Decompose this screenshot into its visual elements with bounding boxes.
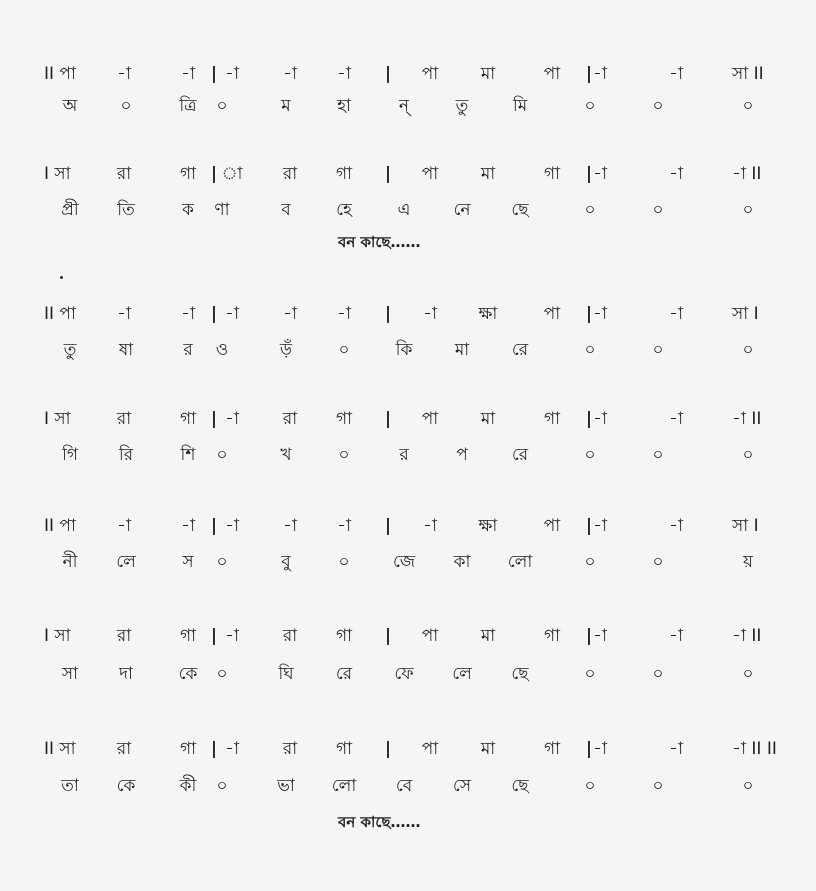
lyric-syllable: রে xyxy=(335,664,353,684)
swara-note: -া xyxy=(669,164,683,184)
swara-note: সা I xyxy=(732,304,759,324)
lyric-syllable: ০ xyxy=(742,340,754,360)
swara-note: রা xyxy=(116,409,132,429)
lyric-syllable: ০ xyxy=(652,445,664,465)
lyric-syllable: ও xyxy=(215,340,229,360)
lyric-syllable: ০ xyxy=(216,96,228,116)
swara-note: গা xyxy=(335,409,353,429)
bar-line: | xyxy=(210,626,218,646)
bar-line: | xyxy=(210,164,218,184)
bar-line: | xyxy=(585,739,593,759)
bar-line: | xyxy=(384,64,392,84)
swara-note: সা II xyxy=(732,64,764,84)
lyric-syllable: ক xyxy=(182,200,194,220)
refrain-note: বন কাছে…… xyxy=(338,233,421,251)
swara-note: -া xyxy=(669,626,683,646)
lyric-syllable: ম xyxy=(281,96,291,116)
lyric-syllable: মা xyxy=(454,340,470,360)
lyric-syllable: ০ xyxy=(652,776,664,796)
swara-note: মা xyxy=(480,409,496,429)
lyric-syllable: ০ xyxy=(216,776,228,796)
swara-note: -া xyxy=(225,304,239,324)
swara-note: -া xyxy=(225,409,239,429)
swara-row xyxy=(0,405,816,433)
lyric-syllable: লে xyxy=(452,664,472,684)
swara-note: গা xyxy=(335,164,353,184)
swara-note: -া xyxy=(117,516,131,536)
lyric-syllable: দা xyxy=(119,664,133,684)
lyric-syllable: কা xyxy=(453,552,471,572)
lyric-row xyxy=(0,441,816,469)
swara-note: -া xyxy=(225,64,239,84)
swara-note: -া xyxy=(181,64,195,84)
swara-note: গা xyxy=(179,409,197,429)
lyric-row xyxy=(0,660,816,688)
swara-note: I সা xyxy=(44,409,71,429)
lyric-syllable: ০ xyxy=(584,96,596,116)
lyric-syllable: ০ xyxy=(742,664,754,684)
lyric-syllable: ০ xyxy=(338,552,350,572)
bar-line: | xyxy=(585,626,593,646)
swara-note: া xyxy=(221,164,243,184)
swara-note: -া xyxy=(283,64,297,84)
bar-line: | xyxy=(384,626,392,646)
lyric-syllable: ০ xyxy=(584,200,596,220)
swara-note: -া xyxy=(117,304,131,324)
lyric-syllable: লো xyxy=(331,776,357,796)
lyric-syllable: হা xyxy=(337,96,351,116)
swara-note: -া xyxy=(669,64,683,84)
bar-line: | xyxy=(585,64,593,84)
swara-note: রা xyxy=(116,739,132,759)
swara-note: সা I xyxy=(732,516,759,536)
swara-note: গা xyxy=(543,164,561,184)
lyric-syllable: ঘি xyxy=(278,664,294,684)
swara-note: মা xyxy=(480,164,496,184)
lyric-syllable: সে xyxy=(452,776,472,796)
swara-note: -া xyxy=(181,516,195,536)
swara-note: -া xyxy=(117,64,131,84)
lyric-syllable: কে xyxy=(178,664,198,684)
swara-note: পা xyxy=(543,516,561,536)
lyric-syllable: স xyxy=(182,552,194,572)
lyric-syllable: বু xyxy=(281,552,291,572)
swara-note: I সা xyxy=(44,164,71,184)
swara-row xyxy=(0,300,816,328)
bar-line: | xyxy=(384,304,392,324)
lyric-syllable: ব xyxy=(281,200,291,220)
bar-line: | xyxy=(210,409,218,429)
refrain-note: বন কাছে…… xyxy=(338,813,421,831)
lyric-syllable: ০ xyxy=(584,445,596,465)
swara-note: গা xyxy=(543,409,561,429)
lyric-syllable: নী xyxy=(62,552,78,572)
swara-note: মা xyxy=(480,64,496,84)
lyric-syllable: ০ xyxy=(652,200,664,220)
swara-note: মা xyxy=(480,626,496,646)
bar-line: | xyxy=(384,739,392,759)
bar-line: | xyxy=(210,739,218,759)
lyric-row xyxy=(0,336,816,364)
lyric-syllable: ০ xyxy=(584,776,596,796)
swara-note: -া II xyxy=(732,164,762,184)
lyric-syllable: ০ xyxy=(216,664,228,684)
swara-note: I সা xyxy=(44,626,71,646)
swara-row xyxy=(0,160,816,188)
swara-note: পা xyxy=(543,64,561,84)
lyric-row xyxy=(0,92,816,120)
swara-note: -া xyxy=(593,304,607,324)
bar-line: | xyxy=(585,516,593,536)
lyric-syllable: শি xyxy=(180,445,196,465)
swara-note: পা xyxy=(421,626,439,646)
lyric-syllable: ছে xyxy=(511,776,529,796)
lyric-syllable: জে xyxy=(392,552,416,572)
lyric-row xyxy=(0,548,816,576)
lyric-syllable: ০ xyxy=(742,200,754,220)
lyric-syllable: লে xyxy=(116,552,136,572)
swara-note: গা xyxy=(543,739,561,759)
swara-note: রা xyxy=(116,626,132,646)
swara-note: -া xyxy=(283,304,297,324)
lyric-syllable: ০ xyxy=(584,552,596,572)
swara-note: -া xyxy=(669,409,683,429)
swara-note: মা xyxy=(480,739,496,759)
lyric-syllable: ০ xyxy=(652,552,664,572)
bar-line: | xyxy=(384,164,392,184)
lyric-syllable: র xyxy=(399,445,409,465)
swara-note: -া xyxy=(669,304,683,324)
lyric-syllable: তা xyxy=(61,776,79,796)
lyric-syllable: খ xyxy=(280,445,292,465)
lyric-syllable: ষা xyxy=(118,340,134,360)
swara-note: -া xyxy=(593,516,607,536)
lyric-syllable: ০ xyxy=(652,664,664,684)
swara-note: II পা xyxy=(44,64,76,84)
bar-line: | xyxy=(384,516,392,536)
bar-line: | xyxy=(585,409,593,429)
lyric-syllable: ০ xyxy=(216,445,228,465)
lyric-syllable: ণা xyxy=(214,200,230,220)
lyric-syllable: ০ xyxy=(338,340,350,360)
lyric-syllable: তু xyxy=(63,340,77,360)
lyric-syllable: ড়ঁ xyxy=(279,340,293,360)
swara-note: রা xyxy=(282,409,298,429)
swara-note: -া xyxy=(423,516,437,536)
lyric-syllable: কি xyxy=(395,340,413,360)
swara-note: গা xyxy=(335,739,353,759)
stray-dot xyxy=(60,276,63,279)
swara-note: ক্ষা xyxy=(478,516,498,536)
swara-note: -া xyxy=(337,516,351,536)
lyric-syllable: প্রী xyxy=(61,200,79,220)
lyric-syllable: ০ xyxy=(584,664,596,684)
swara-note: -া xyxy=(225,739,239,759)
swara-note: গা xyxy=(179,739,197,759)
bar-line: | xyxy=(210,516,218,536)
swara-note: -া xyxy=(225,626,239,646)
lyric-syllable: র xyxy=(183,340,193,360)
swara-note: -া xyxy=(593,64,607,84)
lyric-syllable: ত্রি xyxy=(179,96,197,116)
lyric-syllable: ফে xyxy=(394,664,414,684)
swara-note: -া II xyxy=(732,409,762,429)
bar-line: | xyxy=(210,64,218,84)
bar-line: | xyxy=(585,164,593,184)
lyric-syllable: হে xyxy=(336,200,352,220)
lyric-syllable: বে xyxy=(395,776,413,796)
swara-note: -া II II xyxy=(732,739,777,759)
lyric-row xyxy=(0,772,816,800)
lyric-syllable: নে xyxy=(453,200,471,220)
lyric-syllable: ন্ xyxy=(398,96,410,116)
swara-note: -া xyxy=(181,304,195,324)
swara-note: পা xyxy=(421,64,439,84)
swara-note: II পা xyxy=(44,304,76,324)
bar-line: | xyxy=(585,304,593,324)
swara-note: -া xyxy=(423,304,437,324)
swara-note: -া xyxy=(593,626,607,646)
lyric-syllable: ০ xyxy=(742,96,754,116)
lyric-syllable: য় xyxy=(742,552,754,572)
swara-note: -া II xyxy=(732,626,762,646)
swara-note: -া xyxy=(225,516,239,536)
swara-note: -া xyxy=(593,739,607,759)
swara-row xyxy=(0,512,816,540)
swara-note: পা xyxy=(543,304,561,324)
swara-row xyxy=(0,622,816,650)
lyric-syllable: রি xyxy=(118,445,134,465)
swara-note: -া xyxy=(669,516,683,536)
lyric-syllable: তি xyxy=(117,200,135,220)
swara-note: রা xyxy=(282,626,298,646)
lyric-syllable: তু xyxy=(455,96,469,116)
lyric-syllable: রে xyxy=(511,340,529,360)
lyric-syllable: প xyxy=(456,445,468,465)
swara-note: গা xyxy=(179,626,197,646)
lyric-syllable: ০ xyxy=(120,96,132,116)
lyric-syllable: ছে xyxy=(511,664,529,684)
swara-note: গা xyxy=(335,626,353,646)
swara-note: গা xyxy=(543,626,561,646)
swara-note: -া xyxy=(337,304,351,324)
lyric-syllable: ০ xyxy=(652,340,664,360)
lyric-syllable: ০ xyxy=(584,340,596,360)
swara-note: পা xyxy=(421,409,439,429)
bar-line: | xyxy=(384,409,392,429)
swara-note: II সা xyxy=(44,739,76,759)
lyric-syllable: ০ xyxy=(742,445,754,465)
swara-note: -া xyxy=(593,164,607,184)
lyric-syllable: ০ xyxy=(338,445,350,465)
lyric-syllable: অ xyxy=(62,96,78,116)
lyric-syllable: রে xyxy=(511,445,529,465)
swara-note: ক্ষা xyxy=(478,304,498,324)
lyric-syllable: মি xyxy=(512,96,528,116)
swara-note: -া xyxy=(337,64,351,84)
swara-note: রা xyxy=(282,739,298,759)
lyric-syllable: সা xyxy=(61,664,79,684)
swara-note: -া xyxy=(283,516,297,536)
lyric-syllable: ছে xyxy=(511,200,529,220)
swara-note: -া xyxy=(669,739,683,759)
swara-note: রা xyxy=(282,164,298,184)
swara-note: -া xyxy=(593,409,607,429)
lyric-syllable: ভা xyxy=(277,776,295,796)
lyric-syllable: কে xyxy=(116,776,136,796)
swara-row xyxy=(0,60,816,88)
lyric-syllable: এ xyxy=(397,200,411,220)
lyric-syllable: ০ xyxy=(216,552,228,572)
lyric-row xyxy=(0,196,816,224)
swara-note: II পা xyxy=(44,516,76,536)
swara-note: পা xyxy=(421,164,439,184)
lyric-syllable: লো xyxy=(507,552,533,572)
swara-note: রা xyxy=(116,164,132,184)
lyric-syllable: কী xyxy=(179,776,197,796)
bar-line: | xyxy=(210,304,218,324)
lyric-syllable: গি xyxy=(61,445,79,465)
lyric-syllable: ০ xyxy=(742,776,754,796)
swara-note: গা xyxy=(179,164,197,184)
swara-row xyxy=(0,735,816,763)
swara-note: পা xyxy=(421,739,439,759)
lyric-syllable: ০ xyxy=(652,96,664,116)
